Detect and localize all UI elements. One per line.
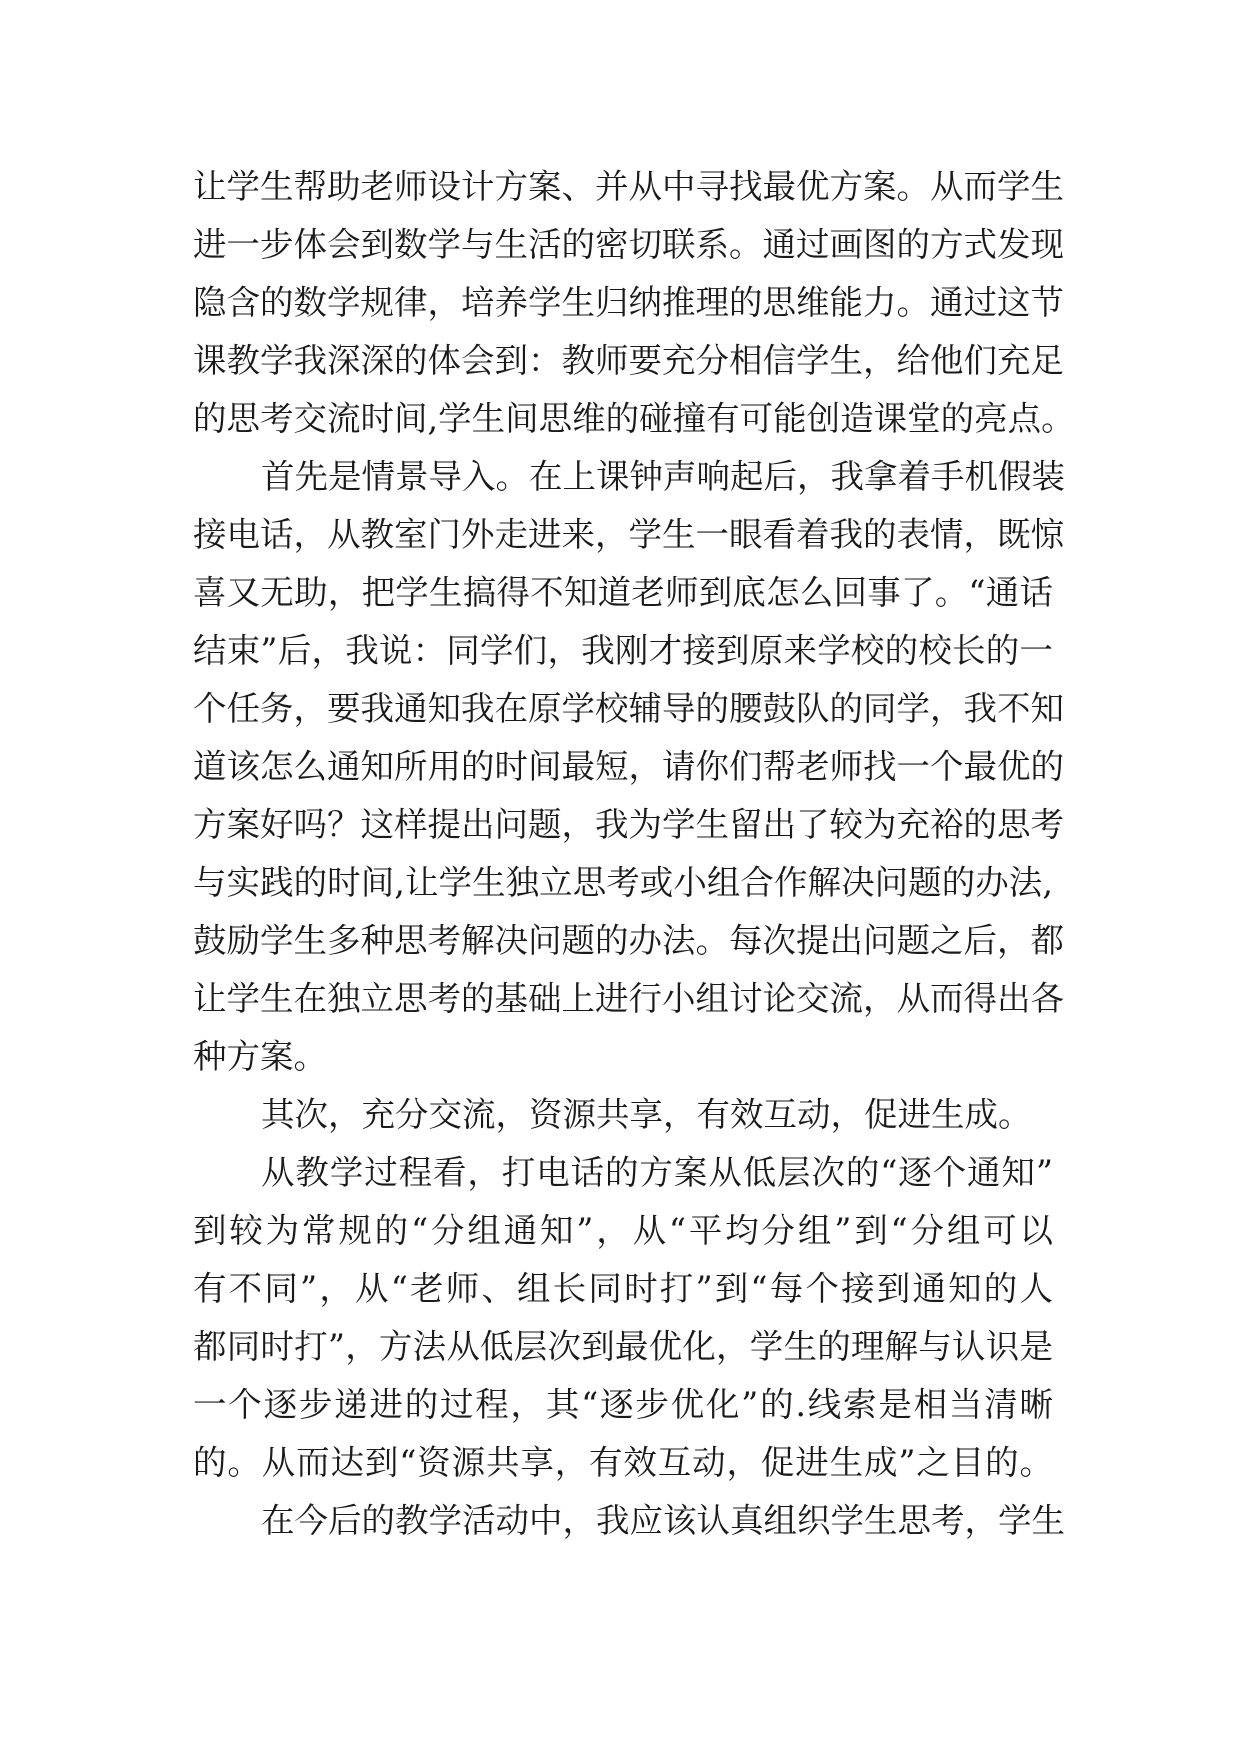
text-line: 方案好吗？这样提出问题，我为学生留出了较为充裕的思考: [193, 805, 1064, 844]
text-line: 与实践的时间,让学生独立思考或小组合作解决问题的办法,: [193, 863, 1053, 902]
paragraph: [193, 158, 1075, 448]
paragraph: [193, 448, 1065, 1086]
text-line: 的思考交流时间,学生间思维的碰撞有可能创造课堂的亮点。: [193, 399, 1075, 438]
text-line: 在今后的教学活动中，我应该认真组织学生思考，学生: [261, 1501, 1065, 1540]
text-line: 让学生帮助老师设计方案、并从中寻找最优方案。从而学生: [193, 167, 1064, 206]
paragraph: [193, 1492, 1065, 1550]
text-line: 到较为常规的“分组通知”，从“平均分组”到“分组可以: [193, 1211, 1053, 1250]
text-line: 的。从而达到“资源共享，有效互动，促进生成”之目的。: [193, 1443, 1053, 1482]
text-line: 种方案。: [193, 1037, 327, 1076]
text-line: 进一步体会到数学与生活的密切联系。通过画图的方式发现: [193, 225, 1064, 264]
text-line: 隐含的数学规律，培养学生归纳推理的思维能力。通过这节: [193, 283, 1064, 322]
text-line: 首先是情景导入。在上课钟声响起后，我拿着手机假装: [261, 457, 1065, 496]
text-line: 从教学过程看，打电话的方案从低层次的“逐个通知”: [261, 1153, 1053, 1192]
text-line: 让学生在独立思考的基础上进行小组讨论交流，从而得出各: [193, 979, 1064, 1018]
paragraph: [193, 1086, 1053, 1144]
text-line: 道该怎么通知所用的时间最短，请你们帮老师找一个最优的: [193, 747, 1064, 786]
text-line: 个任务，要我通知我在原学校辅导的腰鼓队的同学，我不知: [193, 689, 1064, 728]
text-line: 课教学我深深的体会到：教师要充分相信学生，给他们充足: [193, 341, 1064, 380]
text-line: 鼓励学生多种思考解决问题的办法。每次提出问题之后，都: [193, 921, 1064, 960]
paragraph: [193, 1144, 1053, 1492]
text-line: 接电话，从教室门外走进来，学生一眼看着我的表情，既惊: [193, 515, 1064, 554]
text-line: 都同时打”，方法从低层次到最优化，学生的理解与认识是: [193, 1327, 1053, 1366]
text-line: 其次，充分交流，资源共享，有效互动，促进生成。: [261, 1095, 1032, 1134]
text-line: 结束”后，我说：同学们，我刚才接到原来学校的校长的一: [193, 631, 1053, 670]
document-body: [193, 158, 1075, 1550]
text-line: 一个逐步递进的过程，其“逐步优化”的.线索是相当清晰: [193, 1385, 1053, 1424]
text-line: 喜又无助，把学生搞得不知道老师到底怎么回事了。“通话: [193, 573, 1053, 612]
text-line: 有不同”，从“老师、组长同时打”到“每个接到通知的人: [193, 1269, 1053, 1308]
